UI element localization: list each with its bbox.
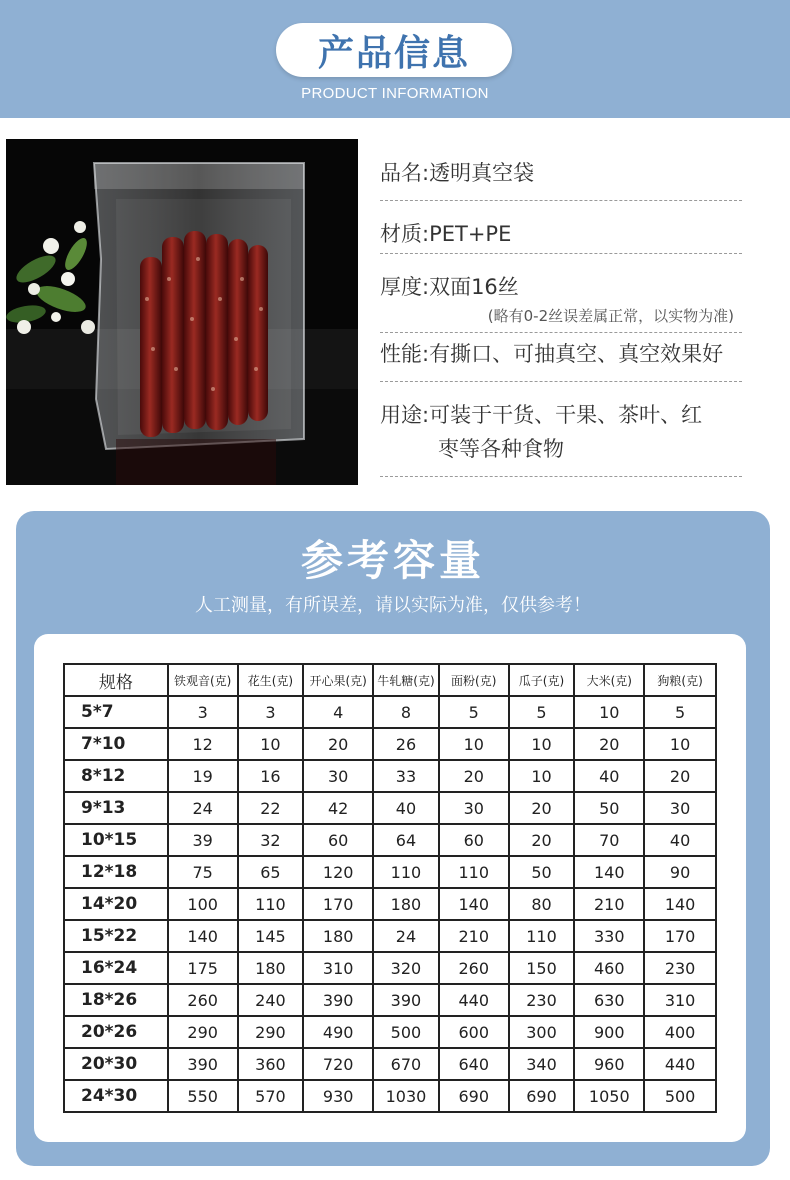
sausages: [140, 231, 268, 437]
table-cell: 960: [574, 1048, 644, 1080]
table-cell: 22: [238, 792, 304, 824]
table-cell: 460: [574, 952, 644, 984]
capacity-table: [63, 663, 717, 1113]
column-header: 大米(克): [574, 664, 644, 696]
page-subtitle: PRODUCT INFORMATION: [301, 85, 489, 102]
table-cell: 180: [238, 952, 304, 984]
product-usage: 用途:可装于干货、干果、茶叶、红: [380, 403, 703, 427]
table-cell-spec: 14*20: [64, 888, 168, 920]
product-photo: [6, 139, 358, 485]
table-cell: 670: [373, 1048, 439, 1080]
column-header: 瓜子(克): [509, 664, 575, 696]
table-cell: 120: [303, 856, 373, 888]
table-cell: 180: [303, 920, 373, 952]
table-cell-spec: 16*24: [64, 952, 168, 984]
table-cell-spec: 12*18: [64, 856, 168, 888]
table-cell: 80: [509, 888, 575, 920]
table-cell: 19: [168, 760, 238, 792]
product-material: 材质:PET+PE: [380, 222, 512, 246]
table-cell: 75: [168, 856, 238, 888]
table-cell: 210: [574, 888, 644, 920]
table-row: [64, 1048, 716, 1080]
table-cell-spec: 9*13: [64, 792, 168, 824]
table-cell: 110: [439, 856, 509, 888]
table-cell: 400: [644, 1016, 716, 1048]
table-cell: 260: [439, 952, 509, 984]
table-cell: 230: [644, 952, 716, 984]
table-cell: 1050: [574, 1080, 644, 1112]
table-cell: 40: [574, 760, 644, 792]
table-cell: 16: [238, 760, 304, 792]
table-cell: 550: [168, 1080, 238, 1112]
table-cell: 60: [303, 824, 373, 856]
table-cell: 4: [303, 696, 373, 728]
table-cell: 390: [373, 984, 439, 1016]
thickness-note: (略有0-2丝误差属正常，以实物为准): [487, 307, 734, 325]
table-cell: 930: [303, 1080, 373, 1112]
table-cell: 50: [574, 792, 644, 824]
table-cell: 150: [509, 952, 575, 984]
table-cell: 60: [439, 824, 509, 856]
column-header: 狗粮(克): [644, 664, 716, 696]
table-cell: 500: [373, 1016, 439, 1048]
table-cell: 1030: [373, 1080, 439, 1112]
table-cell: 440: [439, 984, 509, 1016]
info-row-thickness: [380, 254, 742, 333]
table-cell: 20: [644, 760, 716, 792]
table-cell: 390: [303, 984, 373, 1016]
table-cell: 360: [238, 1048, 304, 1080]
table-cell: 170: [644, 920, 716, 952]
table-cell-spec: 20*30: [64, 1048, 168, 1080]
table-row: [64, 888, 716, 920]
table-cell: 42: [303, 792, 373, 824]
table-cell: 20: [509, 792, 575, 824]
table-cell: 390: [168, 1048, 238, 1080]
column-header: 花生(克): [238, 664, 304, 696]
product-usage-cont: 枣等各种食物: [438, 437, 564, 461]
table-cell: 20: [303, 728, 373, 760]
header-banner: [0, 0, 790, 118]
table-cell: 10: [238, 728, 304, 760]
table-cell: 32: [238, 824, 304, 856]
table-cell: 40: [373, 792, 439, 824]
table-cell: 20: [439, 760, 509, 792]
table-cell-spec: 18*26: [64, 984, 168, 1016]
table-cell: 310: [644, 984, 716, 1016]
column-header: 开心果(克): [303, 664, 373, 696]
table-cell: 690: [509, 1080, 575, 1112]
table-cell: 64: [373, 824, 439, 856]
table-cell: 100: [168, 888, 238, 920]
table-cell: 330: [574, 920, 644, 952]
table-cell: 39: [168, 824, 238, 856]
table-cell: 640: [439, 1048, 509, 1080]
table-cell-spec: 24*30: [64, 1080, 168, 1112]
table-row: [64, 1016, 716, 1048]
table-cell: 490: [303, 1016, 373, 1048]
table-cell: 30: [303, 760, 373, 792]
capacity-panel: [16, 511, 770, 1166]
table-cell: 10: [509, 760, 575, 792]
table-cell: 5: [644, 696, 716, 728]
table-cell-spec: 10*15: [64, 824, 168, 856]
table-cell: 70: [574, 824, 644, 856]
table-cell: 320: [373, 952, 439, 984]
capacity-subtitle: 人工测量，有所误差，请以实际为准，仅供参考！: [195, 595, 591, 616]
table-cell: 24: [373, 920, 439, 952]
table-row: [64, 728, 716, 760]
table-row: [64, 792, 716, 824]
info-row-performance: [380, 333, 742, 382]
table-cell: 90: [644, 856, 716, 888]
column-header: 铁观音(克): [168, 664, 238, 696]
table-cell: 26: [373, 728, 439, 760]
table-cell-spec: 15*22: [64, 920, 168, 952]
table-cell: 33: [373, 760, 439, 792]
table-cell: 440: [644, 1048, 716, 1080]
table-cell: 630: [574, 984, 644, 1016]
info-row-name: [380, 148, 742, 201]
info-row-material: [380, 201, 742, 254]
table-cell: 10: [509, 728, 575, 760]
table-cell: 210: [439, 920, 509, 952]
table-cell: 500: [644, 1080, 716, 1112]
table-row: [64, 696, 716, 728]
table-cell: 260: [168, 984, 238, 1016]
table-cell: 65: [238, 856, 304, 888]
table-cell: 40: [644, 824, 716, 856]
table-cell: 10: [574, 696, 644, 728]
table-row: [64, 920, 716, 952]
table-row: [64, 984, 716, 1016]
table-cell: 3: [168, 696, 238, 728]
product-performance: 性能:有撕口、可抽真空、真空效果好: [380, 342, 724, 366]
table-cell: 310: [303, 952, 373, 984]
table-cell: 900: [574, 1016, 644, 1048]
table-cell: 110: [373, 856, 439, 888]
column-header: 面粉(克): [439, 664, 509, 696]
table-cell-spec: 20*26: [64, 1016, 168, 1048]
capacity-card: [34, 634, 746, 1142]
table-cell: 300: [509, 1016, 575, 1048]
table-cell: 24: [168, 792, 238, 824]
table-cell: 720: [303, 1048, 373, 1080]
table-cell: 145: [238, 920, 304, 952]
table-cell: 10: [644, 728, 716, 760]
product-info: [380, 148, 742, 477]
table-cell: 5: [509, 696, 575, 728]
table-cell: 570: [238, 1080, 304, 1112]
table-cell: 20: [509, 824, 575, 856]
table-cell: 30: [439, 792, 509, 824]
product-thickness: 厚度:双面16丝: [380, 275, 519, 299]
table-cell: 5: [439, 696, 509, 728]
table-cell: 50: [509, 856, 575, 888]
table-cell: 140: [644, 888, 716, 920]
table-cell: 140: [168, 920, 238, 952]
table-cell: 175: [168, 952, 238, 984]
table-cell: 170: [303, 888, 373, 920]
info-row-usage: [380, 382, 742, 477]
product-name: 品名:透明真空袋: [380, 161, 535, 185]
table-cell-spec: 7*10: [64, 728, 168, 760]
column-header-spec: 规格: [64, 664, 168, 696]
table-cell: 180: [373, 888, 439, 920]
table-cell-spec: 5*7: [64, 696, 168, 728]
table-cell: 690: [439, 1080, 509, 1112]
table-cell: 290: [168, 1016, 238, 1048]
table-row: [64, 856, 716, 888]
table-row: [64, 824, 716, 856]
table-row: [64, 760, 716, 792]
table-body: [64, 696, 716, 1112]
table-cell: 20: [574, 728, 644, 760]
table-cell: 240: [238, 984, 304, 1016]
table-cell: 340: [509, 1048, 575, 1080]
table-cell: 8: [373, 696, 439, 728]
table-cell: 30: [644, 792, 716, 824]
table-header-row: [64, 664, 716, 696]
table-cell-spec: 8*12: [64, 760, 168, 792]
page-title: 产品信息: [317, 32, 470, 74]
table-cell: 140: [574, 856, 644, 888]
table-row: [64, 952, 716, 984]
table-cell: 12: [168, 728, 238, 760]
table-cell: 230: [509, 984, 575, 1016]
table-row: [64, 1080, 716, 1112]
table-cell: 600: [439, 1016, 509, 1048]
table-cell: 290: [238, 1016, 304, 1048]
column-header: 牛轧糖(克): [373, 664, 439, 696]
capacity-title: 参考容量: [300, 536, 485, 585]
table-cell: 110: [509, 920, 575, 952]
table-cell: 140: [439, 888, 509, 920]
table-cell: 3: [238, 696, 304, 728]
table-cell: 110: [238, 888, 304, 920]
table-cell: 10: [439, 728, 509, 760]
header-title-pill: [276, 23, 512, 77]
